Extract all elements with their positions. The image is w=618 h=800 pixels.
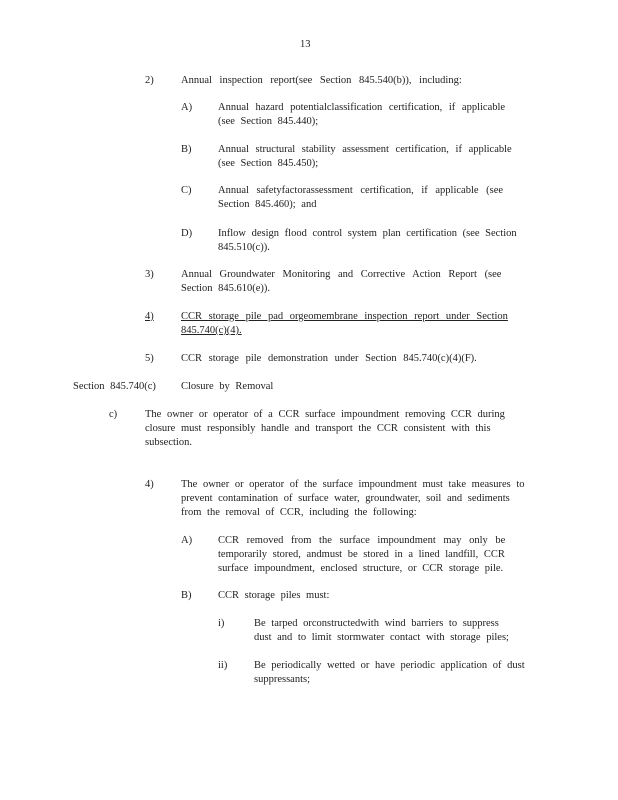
section-number: Section 845.740(c): [73, 381, 156, 392]
subitem-label: B): [181, 144, 192, 155]
paragraph-label: c): [109, 409, 118, 420]
clause-line: suppressants;: [254, 674, 310, 685]
item-label: 4): [145, 311, 154, 322]
clause-line: Be tarped orconstructedwith wind barriers to suppress: [254, 618, 499, 629]
paragraph-line: The owner or operator of the surface impoundment must take measures to: [181, 479, 525, 490]
clause-label: i): [218, 618, 225, 629]
subitem-label: A): [181, 535, 193, 546]
item-line: CCR storage pile pad orgeomembrane inspection report under Section: [181, 311, 508, 322]
clause-line: Be periodically wetted or have periodic application of dust: [254, 660, 525, 671]
item-label: 5): [145, 353, 154, 364]
subitem-label: D): [181, 228, 193, 239]
subitem-label: B): [181, 590, 192, 601]
subitem-line: Annual safetyfactorassessment certification, if applicable (see: [218, 185, 504, 196]
paragraph-line: from the removal of CCR, including the following:: [181, 507, 417, 518]
paragraph-line: closure must responsibly handle and transport the CCR consistent with this: [145, 423, 491, 434]
paragraph-line: subsection.: [145, 437, 192, 448]
item-text: CCR storage pile demonstration under Section 845.740(c)(4)(F).: [181, 353, 477, 364]
subitem-line: (see Section 845.440);: [218, 116, 319, 127]
clause-label: ii): [218, 660, 228, 671]
subitem-text: CCR storage piles must:: [218, 590, 330, 601]
subitem-line: Inflow design flood control system plan certification (see Section: [218, 228, 517, 239]
clause-line: dust and to limit stormwater contact with storage piles;: [254, 632, 509, 643]
item-line: Section 845.610(e)).: [181, 283, 271, 294]
item-label: 3): [145, 269, 154, 280]
subitem-line: Annual hazard potentialclassification certification, if applicable: [218, 102, 506, 113]
item-text: Annual inspection report(see Section 845.540(b)), including:: [181, 75, 462, 86]
section-title: Closure by Removal: [181, 381, 274, 392]
subitem-line: (see Section 845.450);: [218, 158, 319, 169]
subitem-label: C): [181, 185, 192, 196]
subitem-line: Section 845.460); and: [218, 199, 317, 210]
item-label: 2): [145, 75, 154, 86]
paragraph-line: prevent contamination of surface water, groundwater, soil and sediments: [181, 493, 510, 504]
subitem-label: A): [181, 102, 193, 113]
subitem-line: 845.510(c)).: [218, 242, 270, 253]
item-line: 845.740(c)(4).: [181, 325, 242, 336]
item-line: Annual Groundwater Monitoring and Corrective Action Report (see: [181, 269, 502, 280]
subitem-line: Annual structural stability assessment certification, if applicable: [218, 144, 512, 155]
paragraph-label: 4): [145, 479, 154, 490]
subitem-line: CCR removed from the surface impoundment may only be: [218, 535, 506, 546]
paragraph-line: The owner or operator of a CCR surface impoundment removing CCR during: [145, 409, 505, 420]
subitem-line: surface impoundment, enclosed structure, or CCR storage pile.: [218, 563, 504, 574]
page-number: 13: [300, 39, 311, 50]
subitem-line: temporarily stored, andmust be stored in a lined landfill, CCR: [218, 549, 505, 560]
